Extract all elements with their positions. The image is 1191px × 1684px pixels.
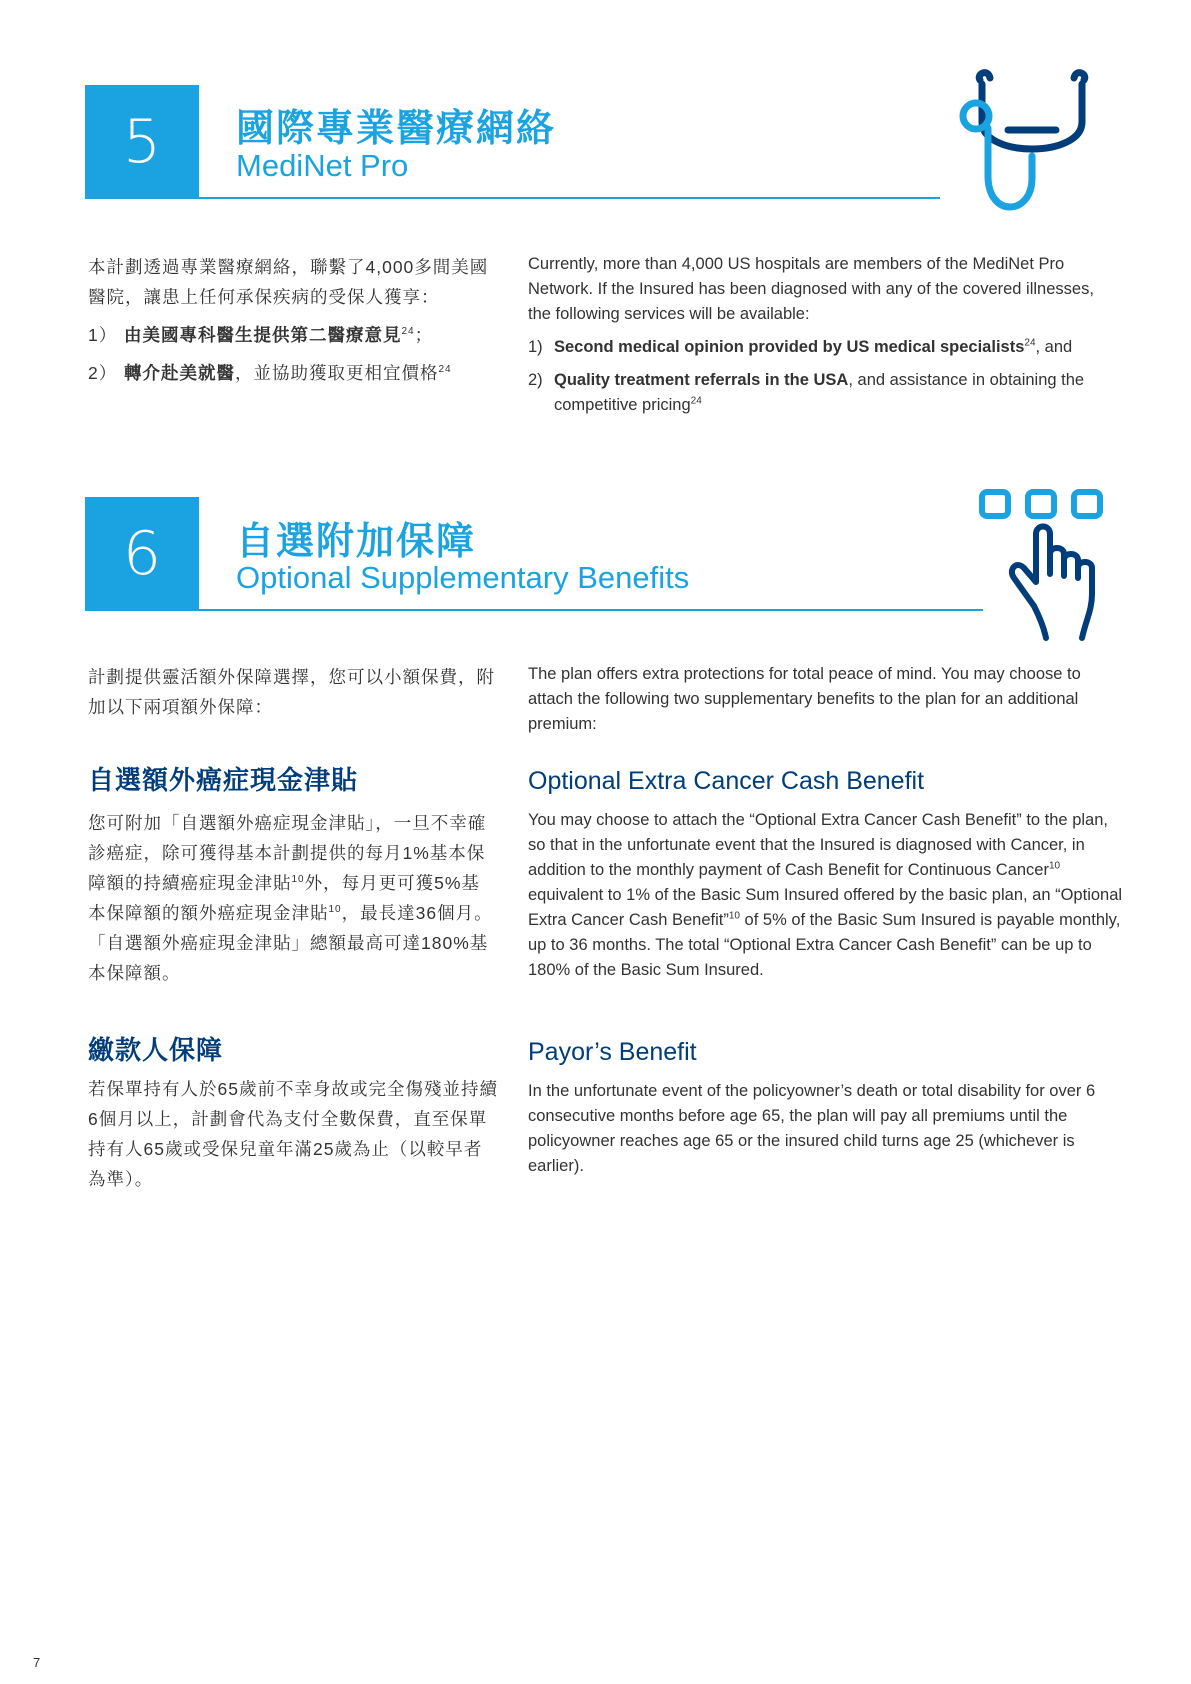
- list-item-bold: Quality treatment referrals in the USA: [554, 371, 849, 389]
- section-5-en-list: [528, 335, 1118, 418]
- section-5-divider: [85, 197, 940, 199]
- hand-pointer-icon: [978, 488, 1118, 644]
- payor-benefit-en-text: In the unfortunate event of the policyowner’s death or total disability for over 6 consecutive months before age 65, the plan will pay all premiums until the policyowner reaches age 65 or the insured child turns age 25 (whichever is earlier).: [528, 1082, 1096, 1175]
- footnote-ref: 24: [401, 326, 415, 338]
- text-run: equivalent to 1% of the Basic Sum Insured offered by the basic plan, an “Optional Extra Cancer Cash Benefit”: [528, 886, 1123, 929]
- section-6-zh-intro-block: [88, 662, 498, 722]
- list-item-text: ，並協助獲取更相宜價格: [235, 363, 439, 383]
- footnote-ref: 24: [438, 364, 452, 376]
- payor-benefit-zh-text: 若保單持有人於65歲前不幸身故或完全傷殘並持續6個月以上，計劃會代為支付全數保費，直至保單持有人65歲或受保兒童年滿25歲為止（以較早者為準）。: [88, 1079, 498, 1189]
- cancer-benefit-title-en: Optional Extra Cancer Cash Benefit: [528, 767, 925, 795]
- cancer-benefit-title-zh: 自選額外癌症現金津貼: [88, 765, 359, 795]
- section-5-zh-column: [88, 252, 498, 396]
- section-5-title-en: MediNet Pro: [236, 148, 409, 183]
- payor-benefit-zh-column: [88, 1074, 498, 1194]
- text-run: ，最長達36個月。「自選額外癌症現金津貼」總額最高可達180%基本保障額。: [88, 903, 493, 983]
- list-item-number: 1): [528, 338, 543, 356]
- section-5-number: 5: [122, 107, 162, 177]
- footnote-ref: 10: [728, 910, 740, 922]
- list-item-text: , and assistance in obtaining the competitive pricing: [554, 371, 1085, 414]
- section-6-title-zh: 自選附加保障: [236, 521, 477, 563]
- text-run: 外，每月更可獲5%基本保障額的額外癌症現金津貼: [88, 873, 480, 923]
- section-5-en-column: [528, 252, 1118, 426]
- section-6-divider: [85, 609, 983, 611]
- list-item: [88, 358, 498, 388]
- cancer-benefit-zh-column: [88, 808, 498, 988]
- section-5-en-intro: Currently, more than 4,000 US hospitals are members of the MediNet Pro Network. If the Insured has been diagnosed with any of the covered illnesses, the following services will be available:: [528, 255, 1094, 323]
- section-5-zh-intro: 本計劃透過專業醫療網絡，聯繫了4,000多間美國醫院，讓患上任何承保疾病的受保人獲享：: [88, 257, 489, 307]
- text-run: of 5% of the Basic Sum Insured is payable monthly, up to 36 months. The total “Optional Extra Cancer Cash Benefit” can be up to 180% of the Basic Sum Insured.: [528, 911, 1121, 979]
- list-item-text: , and: [1035, 338, 1073, 356]
- list-item: [88, 320, 498, 350]
- stethoscope-icon: [958, 66, 1116, 228]
- cancer-benefit-en-column: [528, 808, 1123, 983]
- footnote-ref: 24: [690, 395, 702, 407]
- footnote-ref: 10: [1048, 860, 1061, 872]
- payor-benefit-title-zh: 繳款人保障: [88, 1035, 224, 1065]
- section-6-title-en: Optional Supplementary Benefits: [236, 560, 690, 595]
- text-run: You may choose to attach the “Optional Extra Cancer Cash Benefit” to the plan, so that in the unfortunate event that the Insured is diagnosed with Cancer, in addition to the monthly payment of Cash Benefit for Continuous Cancer: [528, 811, 1108, 879]
- section-6-en-intro-block: [528, 662, 1123, 737]
- section-5-zh-list: [88, 320, 498, 388]
- list-item: [528, 368, 1118, 418]
- footnote-ref: 24: [1024, 337, 1036, 349]
- list-item-number: 1）: [88, 325, 118, 345]
- list-item-bold: 轉介赴美就醫: [124, 363, 235, 383]
- page-number: 7: [33, 1655, 41, 1670]
- list-item-bold: 由美國專科醫生提供第二醫療意見: [124, 325, 402, 345]
- section-6-number-box: [85, 497, 199, 611]
- list-item: [528, 335, 1118, 360]
- text-run: 您可附加「自選額外癌症現金津貼」，一旦不幸確診癌症，除可獲得基本計劃提供的每月1%基本保障額的持續癌症現金津貼: [88, 813, 487, 893]
- section-6-zh-intro: 計劃提供靈活額外保障選擇，您可以小額保費，附加以下兩項額外保障：: [88, 667, 495, 717]
- payor-benefit-en-column: [528, 1079, 1123, 1179]
- list-item-text: ；: [414, 325, 434, 345]
- list-item-bold: Second medical opinion provided by US medical specialists: [554, 338, 1025, 356]
- footnote-ref: 10: [328, 904, 342, 916]
- section-6-en-intro: The plan offers extra protections for total peace of mind. You may choose to attach the following two supplementary benefits to the plan for an additional premium:: [528, 665, 1081, 733]
- payor-benefit-title-en: Payor’s Benefit: [528, 1038, 697, 1066]
- section-5-title-zh: 國際專業醫療網絡: [236, 108, 557, 150]
- cancer-benefit-zh-text: [88, 808, 498, 988]
- list-item-number: 2）: [88, 363, 118, 383]
- footnote-ref: 10: [291, 874, 305, 886]
- list-item-number: 2): [528, 371, 543, 389]
- cancer-benefit-en-text: [528, 808, 1123, 983]
- section-5-number-box: [85, 85, 199, 199]
- section-6-number: 6: [122, 519, 162, 589]
